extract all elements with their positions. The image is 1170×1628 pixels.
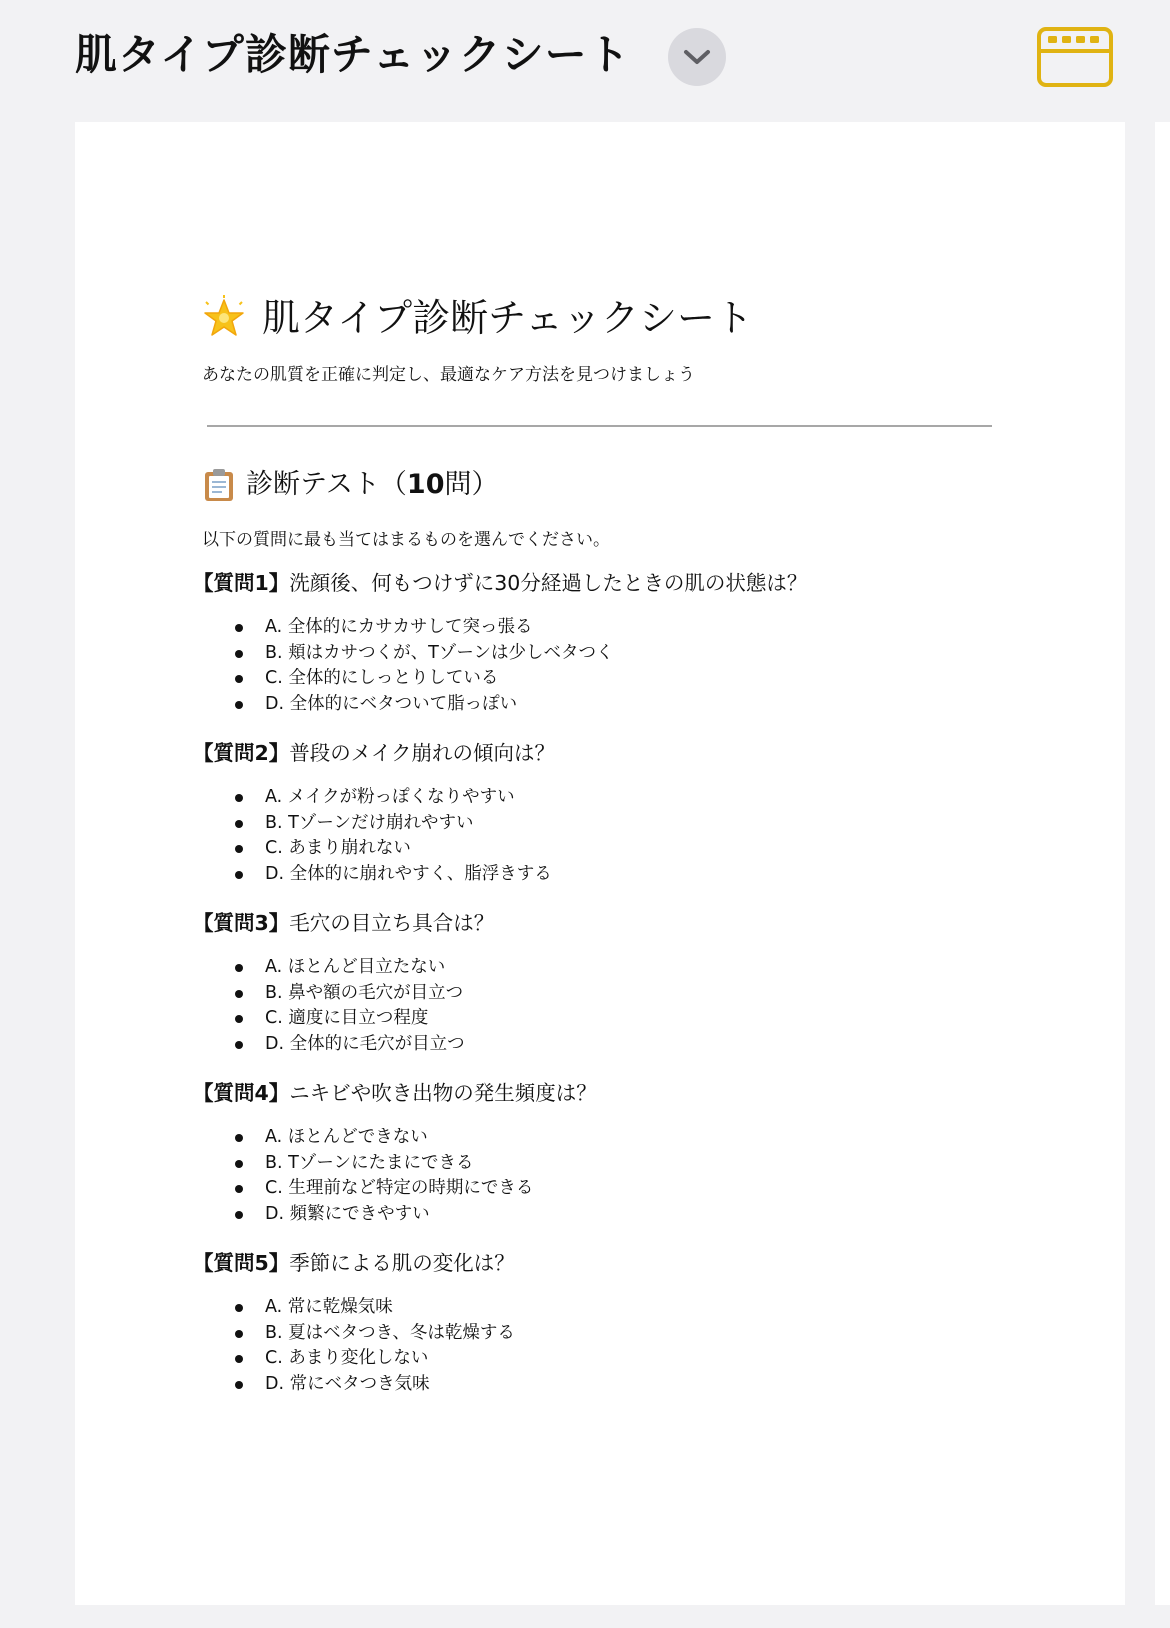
bullet-icon bbox=[235, 701, 243, 709]
option-list bbox=[193, 785, 1093, 887]
option-text: B. 夏はベタつき、冬は乾燥する bbox=[265, 1322, 515, 1343]
option-text: B. Tゾーンだけ崩れやすい bbox=[265, 812, 474, 833]
bullet-icon bbox=[235, 845, 243, 853]
option-list bbox=[193, 615, 1093, 717]
option-item bbox=[193, 1176, 1093, 1202]
question-text: 毛穴の目立ち具合は？ bbox=[289, 911, 495, 935]
option-text: D. 全体的に毛穴が目立つ bbox=[265, 1033, 465, 1054]
option-text: A. メイクが粉っぽくなりやすい bbox=[265, 787, 515, 807]
glowing-star-icon bbox=[200, 294, 248, 342]
question-list bbox=[193, 567, 1093, 1417]
option-text: B. 鼻や額の毛穴が目立つ bbox=[265, 982, 464, 1003]
option-item bbox=[193, 1151, 1093, 1177]
option-item bbox=[193, 1202, 1093, 1228]
option-item bbox=[193, 955, 1093, 981]
option-item bbox=[193, 1372, 1093, 1398]
option-list bbox=[193, 1125, 1093, 1227]
divider bbox=[207, 425, 992, 427]
bullet-icon bbox=[235, 624, 243, 632]
document-title bbox=[200, 292, 753, 344]
option-text: D. 常にベタつき気味 bbox=[265, 1373, 430, 1394]
bullet-icon bbox=[235, 964, 243, 972]
option-text: D. 全体的にベタついて脂っぽい bbox=[265, 693, 518, 714]
title-dropdown-button[interactable] bbox=[668, 28, 726, 86]
bullet-icon bbox=[235, 1041, 243, 1049]
option-text: B. 頬はカサつくが、Tゾーンは少しベタつく bbox=[265, 642, 614, 663]
option-item bbox=[193, 1295, 1093, 1321]
document-subtitle: あなたの肌質を正確に判定し、最適なケア方法を見つけましょう bbox=[202, 365, 695, 385]
bullet-icon bbox=[235, 1160, 243, 1168]
question-label: 【質問5】 bbox=[193, 1251, 290, 1275]
next-page-edge bbox=[1155, 122, 1170, 1605]
bullet-icon bbox=[235, 820, 243, 828]
question-3 bbox=[193, 907, 1093, 1057]
section-title-suffix: 問） bbox=[444, 469, 499, 500]
bullet-icon bbox=[235, 650, 243, 658]
section-title-count: 10 bbox=[406, 469, 445, 500]
chevron-down-icon bbox=[682, 47, 712, 67]
bullet-icon bbox=[235, 871, 243, 879]
top-bar bbox=[0, 0, 1170, 118]
section-title-prefix: 診断テスト（ bbox=[246, 469, 407, 500]
question-1 bbox=[193, 567, 1093, 717]
question-5 bbox=[193, 1247, 1093, 1397]
option-item bbox=[193, 1346, 1093, 1372]
bullet-icon bbox=[235, 1015, 243, 1023]
question-2 bbox=[193, 737, 1093, 887]
option-text: A. 全体的にカサカサして突っ張る bbox=[265, 617, 533, 637]
option-list bbox=[193, 955, 1093, 1057]
question-text: ニキビや吹き出物の発生頻度は？ bbox=[289, 1081, 597, 1105]
option-item bbox=[193, 862, 1093, 888]
bullet-icon bbox=[235, 1211, 243, 1219]
document-page bbox=[75, 122, 1125, 1605]
option-text: A. ほとんどできない bbox=[265, 1127, 428, 1147]
question-text: 季節による肌の変化は？ bbox=[289, 1251, 515, 1275]
option-text: C. 生理前など特定の時期にできる bbox=[265, 1178, 534, 1198]
app-title: 肌タイプ診断チェックシート bbox=[75, 30, 631, 79]
option-item bbox=[193, 641, 1093, 667]
question-text: 洗顔後、何もつけずに30分経過したときの肌の状態は？ bbox=[289, 571, 808, 595]
option-item bbox=[193, 1321, 1093, 1347]
bullet-icon bbox=[235, 1381, 243, 1389]
question-title bbox=[193, 567, 1093, 599]
option-item bbox=[193, 666, 1093, 692]
bullet-icon bbox=[235, 1185, 243, 1193]
bullet-icon bbox=[235, 794, 243, 802]
option-text: D. 全体的に崩れやすく、脂浮きする bbox=[265, 863, 552, 884]
question-title bbox=[193, 907, 1093, 939]
option-text: C. あまり崩れない bbox=[265, 838, 411, 858]
question-label: 【質問4】 bbox=[193, 1081, 290, 1105]
option-item bbox=[193, 692, 1093, 718]
view-mode-button[interactable] bbox=[1036, 26, 1114, 88]
question-title bbox=[193, 1247, 1093, 1279]
document-title-text: 肌タイプ診断チェックシート bbox=[262, 296, 753, 340]
question-4 bbox=[193, 1077, 1093, 1227]
bullet-icon bbox=[235, 1134, 243, 1142]
option-item bbox=[193, 836, 1093, 862]
option-item bbox=[193, 811, 1093, 837]
question-label: 【質問1】 bbox=[193, 571, 290, 595]
option-item bbox=[193, 1032, 1093, 1058]
option-text: D. 頻繁にできやすい bbox=[265, 1203, 430, 1224]
option-text: C. 全体的にしっとりしている bbox=[265, 668, 499, 688]
question-label: 【質問2】 bbox=[193, 741, 290, 765]
bullet-icon bbox=[235, 1355, 243, 1363]
browser-window-icon bbox=[1036, 26, 1114, 88]
option-text: B. Tゾーンにたまにできる bbox=[265, 1152, 474, 1173]
option-item bbox=[193, 981, 1093, 1007]
question-label: 【質問3】 bbox=[193, 911, 290, 935]
option-item bbox=[193, 1006, 1093, 1032]
bullet-icon bbox=[235, 675, 243, 683]
section-title bbox=[202, 465, 499, 505]
option-text: C. 適度に目立つ程度 bbox=[265, 1008, 429, 1028]
question-title bbox=[193, 737, 1093, 769]
question-title bbox=[193, 1077, 1093, 1109]
clipboard-icon bbox=[202, 467, 236, 503]
option-item bbox=[193, 1125, 1093, 1151]
bullet-icon bbox=[235, 1330, 243, 1338]
option-text: C. あまり変化しない bbox=[265, 1348, 429, 1368]
question-text: 普段のメイク崩れの傾向は？ bbox=[289, 741, 555, 765]
option-item bbox=[193, 615, 1093, 641]
option-text: A. 常に乾燥気味 bbox=[265, 1297, 393, 1317]
option-item bbox=[193, 785, 1093, 811]
option-text: A. ほとんど目立たない bbox=[265, 957, 446, 977]
bullet-icon bbox=[235, 1304, 243, 1312]
section-intro: 以下の質問に最も当てはまるものを選んでください。 bbox=[202, 530, 610, 550]
bullet-icon bbox=[235, 990, 243, 998]
option-list bbox=[193, 1295, 1093, 1397]
